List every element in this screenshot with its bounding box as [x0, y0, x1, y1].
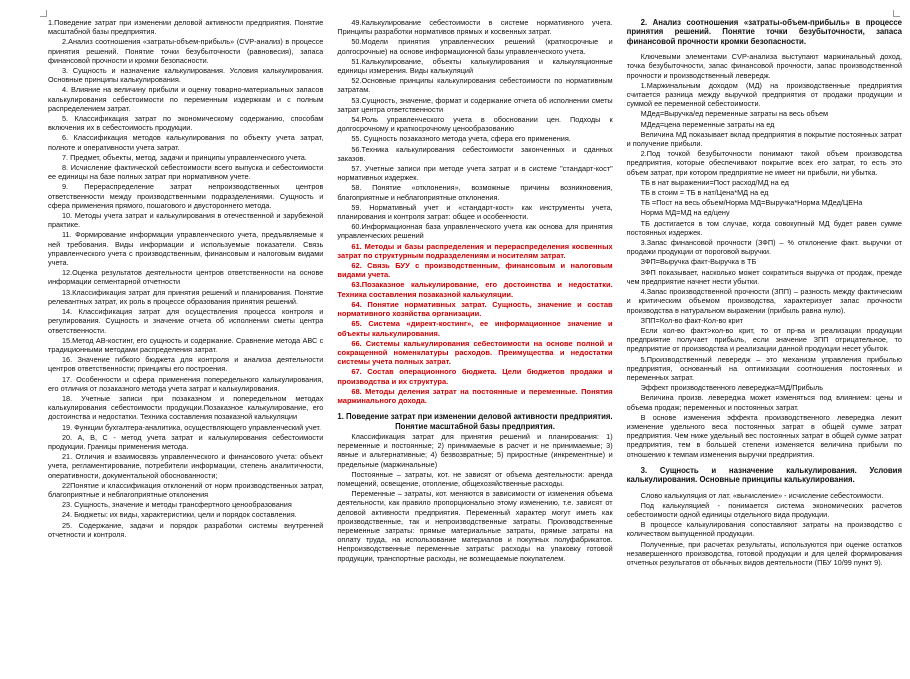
question-item-highlighted: 64. Понятие нормативных затрат. Сущность, значение и состав нормативного хозяйства организации.	[337, 299, 613, 319]
body-paragraph: ТБ достигается в том случае, когда совокупный МД будет равен сумме постоянных издержек.	[626, 218, 902, 237]
formula-line: МДед=цена переменные затраты на ед	[640, 119, 775, 129]
formula-line: ЗПП=Кол-во факт-Кол-во крит	[640, 315, 744, 325]
body-paragraph: Величина произв. левереджа может изменяться под влиянием: цены и объема продаж; переменных и постоянных затрат.	[626, 393, 902, 412]
question-item-highlighted: 65. Система «директ-костинг», ее информационное значение и объекты калькулирования.	[337, 319, 613, 338]
body-paragraph: В основе изменения эффекта производственного левереджа лежит изменение удельного веса постоянных затрат в общей сумме затрат предприятия. Чем ниже удельный вес постоянных затрат в общей сумме затрат предприятия, тем в большей степени изменяется величина прибыли по отношению к темпам изменения выручки предприятия.	[626, 412, 902, 459]
question-item: 18. Учетные записи при позаказном и попередельном методах калькулирования себестоимости продукции.Позаказное калькулирование, его достоинства и недостатки. Техника составления позаказной калькуляции	[48, 393, 324, 422]
question-item: 52.Основные принципы калькулирования себестоимости по нормативным затратам.	[337, 76, 613, 95]
body-paragraph: ЗФП показывает, насколько может сократиться выручка от продаж, прежде чем предприятие начнет нести убытки.	[626, 267, 902, 286]
question-item: 2.Анализ соотношения «затраты-объем-прибыль» (CVP-анализ) в процессе принятия решений. Понятие точки безубыточности (равновесия), запаса финансовой прочности и кромки безопасности.	[48, 37, 324, 65]
question-item: 25. Содержание, задачи и порядок разработки системы внутренней отчетности и контроля.	[48, 520, 324, 539]
question-item: 54.Роль управленческого учета в обосновании цен. Подходы к долгосрочному и краткосрочному ценообразованию	[337, 115, 613, 134]
question-item: 53.Сущность, значение, формат и содержание отчета об исполнении сметы затрат центра ответственности	[337, 95, 613, 114]
formula-line: Норма МД=МД на ед/цену	[640, 208, 730, 218]
question-item: 58. Понятие «отклонения», возможные причины возникновения, благоприятные и неблагоприятные отклонения.	[337, 183, 613, 202]
body-paragraph: Постоянные – затраты, кот. не зависят от объема деятельности: аренда помещений, освещение, отопление, общехозяйственные расходы.	[337, 469, 613, 488]
question-item: 22Понятие и классификация отклонений от норм производственных затрат, благоприятные и неблагоприятные отклонения	[48, 480, 324, 499]
question-item-highlighted: 66. Системы калькулирования себестоимости на основе полной и сокращенной номенклатуры расходов. Преимущества и недостатки системы учета полных затрат.	[337, 338, 613, 367]
question-item: 20. А, В, С - метод учета затрат и калькулирования себестоимости продукции. Границы применения метода.	[48, 432, 324, 451]
body-paragraph: 5.Производственный левередж – это механизм управления прибылью предприятия, основанный на оптимизации соотношения постоянных и переменных затрат.	[626, 354, 902, 382]
question-item: 21. Отличия и взаимосвязь управленческого и финансового учета: объект учета, регламентирование, потребители информации, степень аналитичности, оперативности, документальной обоснованности;	[48, 452, 324, 480]
formula-line: ТБ =Пост на весь объем/Норма МД=Выручка*Норма МДед/ЦЕНа	[640, 198, 863, 208]
body-paragraph: 3.Запас финансовой прочности (ЗФП) – % отклонение факт. выручки от продажи продукции от пороговой выручки.	[626, 238, 902, 257]
question-item: 19. Функции бухгалтера-аналитика, осуществляющего управленческий учет.	[62, 422, 322, 432]
question-item: 49.Калькулирование себестоимости в системе нормативного учета. Принципы разработки нормативов прямых и косвенных затрат.	[337, 18, 613, 37]
section-heading: 1. Поведение затрат при изменении деловой активности предприятия. Понятие масштабной базы предприятия.	[337, 412, 613, 431]
formula-line: ТБ в нат выражении=Пост расход/МД на ед	[640, 177, 789, 187]
question-item-highlighted: 68. Методы деления затрат на постоянные и переменные. Понятия маржинального дохода.	[337, 386, 613, 405]
question-item-highlighted: 67. Состав операционного бюджета. Цели бюджетов продажи и производства и их структура.	[337, 367, 613, 386]
column-3	[627, 18, 902, 679]
body-paragraph: Под калькуляцией - понимается система экономических расчетов себестоимости одной единицы отдельного вида продукции.	[626, 500, 902, 519]
question-item: 4. Влияние на величину прибыли и оценку товарно-материальных запасов калькулирования себестоимости по переменным издержкам и с полным распределением затрат.	[48, 85, 324, 113]
question-item: 50.Модели принятия управленческих решений (краткосрочные и долгосрочные) на основе информационной базы управленческого учета.	[337, 37, 613, 56]
question-item: 14. Классификация затрат для осуществления процесса контроля и регулирования. Сущность и значение отчета об исполнении сметы центра ответственности.	[48, 307, 324, 335]
question-item: 60.Информационная база управленческого учета как основа для принятия управленческих решений	[337, 222, 613, 241]
section-heading: 2. Анализ соотношения «затраты-объем-прибыль» в процессе принятия решений. Понятие точки безубыточности, запаса финансовой прочности кромки безопасности.	[626, 18, 902, 46]
question-item: 9. Перераспределение затрат непроизводственных центров ответственности между производственными подразделениями. Сущность и сфера применения прямого, пошагового и двустороннего метода.	[48, 182, 324, 210]
corner-mark-top-right	[893, 10, 900, 17]
question-item: 17. Особенности и сфера применения попередельного калькулирования, его отличия от позаказного метода учета затрат и калькулирования.	[48, 374, 324, 393]
question-item: 15.Метод АВ-костинг, его сущность и содержание. Сравнение метода АВС с традиционными методами распределения затрат.	[48, 335, 324, 354]
column-2	[337, 18, 612, 679]
question-item: 3. Сущность и назначение калькулирования. Условия калькулирования. Основные принципы калькулирования.	[48, 66, 324, 85]
question-item: 13.Классификация затрат для принятия решений и планирования. Понятие релевантных затрат, их роль в процессе образования принятия решений.	[48, 287, 324, 306]
question-item: 23. Сущность, значение и методы трансфертного ценообразования	[62, 500, 292, 510]
question-item: 6. Классификация методов калькулирования по объекту учета затрат, полноте и оперативности учета затрат.	[48, 133, 324, 152]
question-item: 51.Калькулирование, объекты калькулирования и калькуляционные единицы измерения. Виды калькуляций	[337, 56, 613, 76]
question-item: 55. Сущность позаказного метода учета, сфера его применения.	[351, 134, 571, 144]
body-paragraph: Если кол-во факт>кол-во крит, то от пр-ва и реализации продукции предприятие получает прибыль, если значение ЗПП отрицательное, то предприятие от производства и реализации данной продукции несет убыток.	[626, 325, 902, 354]
question-item: 57. Учетные записи при методе учета затрат и в системе "стандарт-кост" нормативных издержек.	[337, 164, 613, 183]
formula-line: ТБ в стоим = ТБ в нат/Цена*МД на ед	[640, 188, 769, 198]
section-heading: 3. Сущность и назначение калькулирования. Условия калькулирования. Основные принципы калькулирования.	[626, 465, 902, 485]
formula-line: ЗФП=Выручка факт-Выручка в ТБ	[640, 257, 757, 267]
body-paragraph: Ключевыми элементами CVP-анализа выступают маржинальный доход, точка безубыточности, запас финансовой прочности, запас производственной прочности и производственный левередж.	[626, 52, 902, 80]
question-item: 5. Классификация затрат по экономическому содержанию, способам включения их в себестоимость продукции.	[48, 114, 324, 133]
question-item: 11. Формирование информации управленческого учета, предъявляемые к ней требования. Виды информации и используемые показатели. Связь управленческого учета с производственным, финансовым и налоговым видами учета.	[48, 230, 324, 268]
question-item: 10. Методы учета затрат и калькулирования в отечественной и зарубежной практике.	[48, 211, 324, 230]
formula-line: Эффект производственного левереджа=МД/Прибыль	[640, 383, 824, 393]
body-paragraph: Классификация затрат для принятия решений и планирования: 1) переменные и постоянные; 2) принимаемые в расчет и не принимаемые; 3) явные и альтернативные; 4) безвозвратные; 5) приростные (инкрементные) и предельные (маржинальные)	[337, 431, 613, 469]
text-columns	[48, 18, 902, 679]
body-paragraph: Полученные, при расчетах результаты, используются при оценке остатков незавершенного производства, готовой продукции и для целей формирования отчетных результатов от обычных видов деятельности (ПБУ 10/99 пункт 9).	[626, 539, 902, 567]
question-item: 7. Предмет, объекты, метод, задачи и принципы управленческого учета.	[62, 152, 307, 162]
corner-mark-top-left	[40, 10, 47, 17]
question-item: 59. Нормативный учет и «стандарт-кост» как инструменты учета, планирования и контроля затрат: общее и особенности.	[337, 202, 613, 222]
body-paragraph: Слово калькуляция от лат. «вычисление» - исчисление себестоимости.	[640, 490, 884, 500]
body-paragraph: 2.Под точкой безубыточности понимают такой объем производства предприятия, которые обеспечивают покрытие всех его затрат, то есть это объем затрат, при котором предприятие не имеет ни прибыли, ни убытка.	[626, 149, 902, 177]
body-paragraph: 1.Маржинальным доходом (МД) на производственные предприятия считается разница между выручкой предприятия от продажи продукции и суммой ее переменной себестоимости.	[626, 80, 902, 109]
question-item: 16. Значение гибкого бюджета для контроля и анализа деятельности центров ответственности; принципы его построения.	[48, 355, 324, 374]
body-paragraph: В процессе калькулирования сопоставляют затраты на производство с количеством выпущенной продукции.	[626, 520, 902, 539]
column-1	[48, 18, 323, 679]
question-item: 1.Поведение затрат при изменении деловой активности предприятия. Понятие масштабной базы предприятия.	[48, 18, 324, 37]
formula-line: МДед=Выручка/ед переменные затраты на весь объем	[640, 109, 829, 119]
question-item-highlighted: 61. Методы и базы распределения и перераспределения косвенных затрат по структурным подразделениям и носителям затрат.	[337, 241, 613, 260]
body-paragraph: Величина МД показывает вклад предприятия в покрытие постоянных затрат и получение прибыли.	[626, 129, 902, 149]
question-item: 56.Техника калькулирования себестоимости законченных и сданных заказов.	[337, 144, 613, 163]
body-paragraph: 4.Запас производственной прочности (ЗПП) – разность между фактическим и критическим объемом производства, характеризует запас прочности производства в натуральном выражении (прибыль равна нулю).	[626, 287, 902, 315]
question-item-highlighted: 63.Позаказное калькулирование, его достоинства и недостатки. Техника составления позаказной калькуляции.	[337, 280, 613, 299]
body-paragraph: Переменные – затраты, кот. меняются в зависимости от изменения объема деятельности, как правило пропорционально этому изменению, т.е. зависят от деловой активности предприятия. Переменный характер могут иметь как производственные, так и непроизводственные затраты. Производственные переменные затраты: прямые материальные затраты, прямые затраты на оплату труда, на использование материалов и покупных полуфабрикатов. Непроизводственные переменные затраты: расходы на упаковку готовой продукции, транспортные расходы, не возмещаемые покупателем.	[337, 489, 613, 563]
question-item: 24. Бюджеты: их виды, характеристики, цели и порядок составления.	[62, 510, 297, 520]
question-item-highlighted: 62. Связь БУУ с производственным, финансовым и налоговым видами учета.	[337, 261, 613, 280]
question-item: 8. Исчисление фактической себестоимости всего выпуска и себестоимости ее единицы на базе полных затрат при нормативном учете.	[48, 163, 324, 182]
question-item: 12.Оценка результатов деятельности центров ответственности на основе информации сегментарной отчетности	[48, 268, 324, 287]
